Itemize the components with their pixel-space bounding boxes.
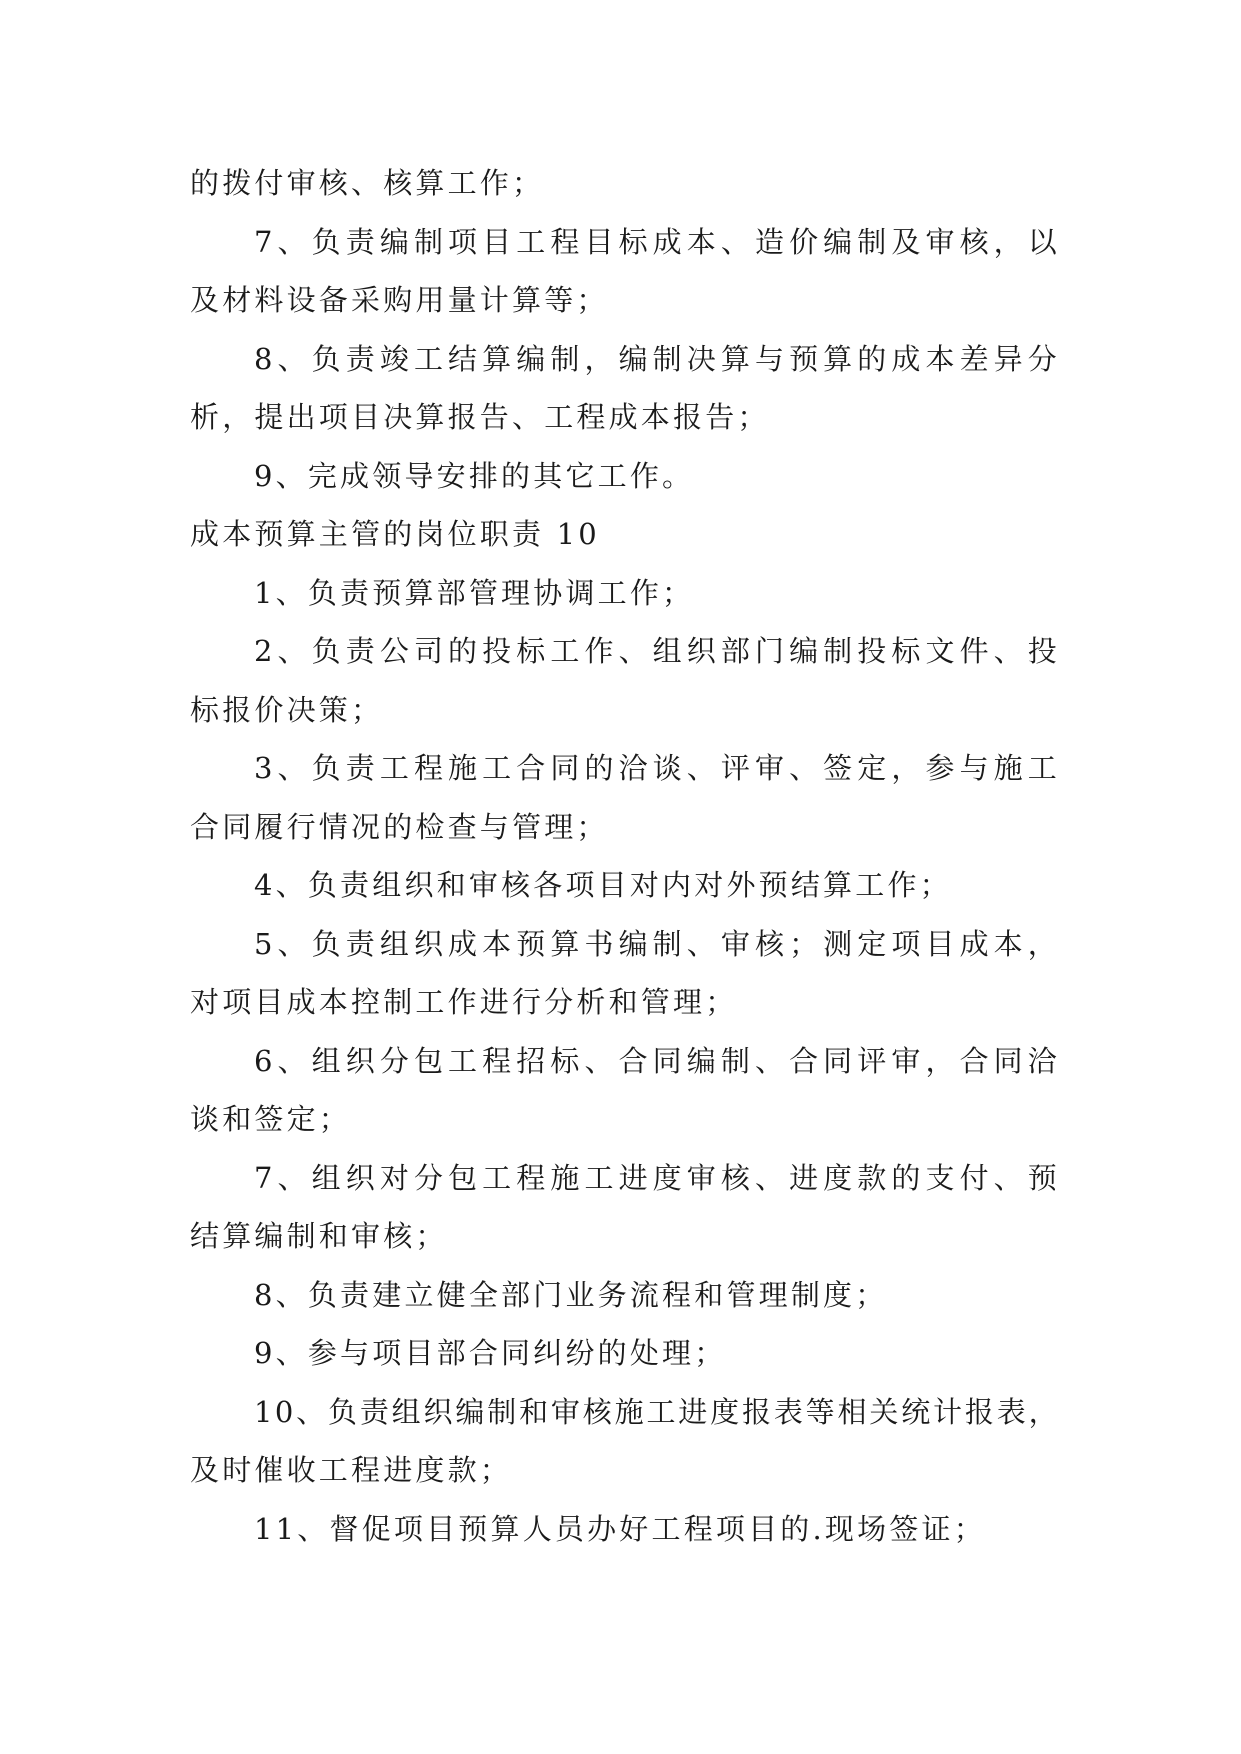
text-line: 标报价决策； bbox=[190, 693, 384, 727]
text-line: 析，提出项目决算报告、工程成本报告； bbox=[190, 400, 770, 434]
text-line: 及材料设备采购用量计算等； bbox=[190, 283, 609, 317]
text-line: 8、负责竣工结算编制，编制决算与预算的成本差异分 bbox=[254, 342, 1060, 376]
text-line: 11、督促项目预算人员办好工程项目的.现场签证； bbox=[254, 1512, 986, 1546]
text-line: 8、负责建立健全部门业务流程和管理制度； bbox=[254, 1278, 888, 1312]
text-line: 9、参与项目部合同纠纷的处理； bbox=[254, 1336, 727, 1370]
text-line: 对项目成本控制工作进行分析和管理； bbox=[190, 985, 738, 1019]
text-line: 7、负责编制项目工程目标成本、造价编制及审核，以 bbox=[254, 225, 1060, 259]
text-line: 10、负责组织编制和审核施工进度报表等相关统计报表， bbox=[254, 1395, 1060, 1429]
text-line: 5、负责组织成本预算书编制、审核；测定项目成本， bbox=[254, 927, 1060, 961]
text-line: 及时催收工程进度款； bbox=[190, 1453, 513, 1487]
section-heading: 成本预算主管的岗位职责 10 bbox=[190, 517, 600, 551]
text-line: 的拨付审核、核算工作； bbox=[190, 166, 545, 200]
text-line: 合同履行情况的检查与管理； bbox=[190, 810, 609, 844]
text-line: 6、组织分包工程招标、合同编制、合同评审，合同洽 bbox=[254, 1044, 1060, 1078]
text-line: 4、负责组织和审核各项目对内对外预结算工作； bbox=[254, 868, 952, 902]
text-line: 结算编制和审核； bbox=[190, 1219, 448, 1253]
text-line: 1、负责预算部管理协调工作； bbox=[254, 576, 695, 610]
text-line: 3、负责工程施工合同的洽谈、评审、签定，参与施工 bbox=[254, 751, 1060, 785]
text-line: 9、完成领导安排的其它工作。 bbox=[254, 459, 695, 493]
text-line: 谈和签定； bbox=[190, 1102, 352, 1136]
text-line: 2、负责公司的投标工作、组织部门编制投标文件、投 bbox=[254, 634, 1060, 668]
text-line: 7、组织对分包工程施工进度审核、进度款的支付、预 bbox=[254, 1161, 1060, 1195]
